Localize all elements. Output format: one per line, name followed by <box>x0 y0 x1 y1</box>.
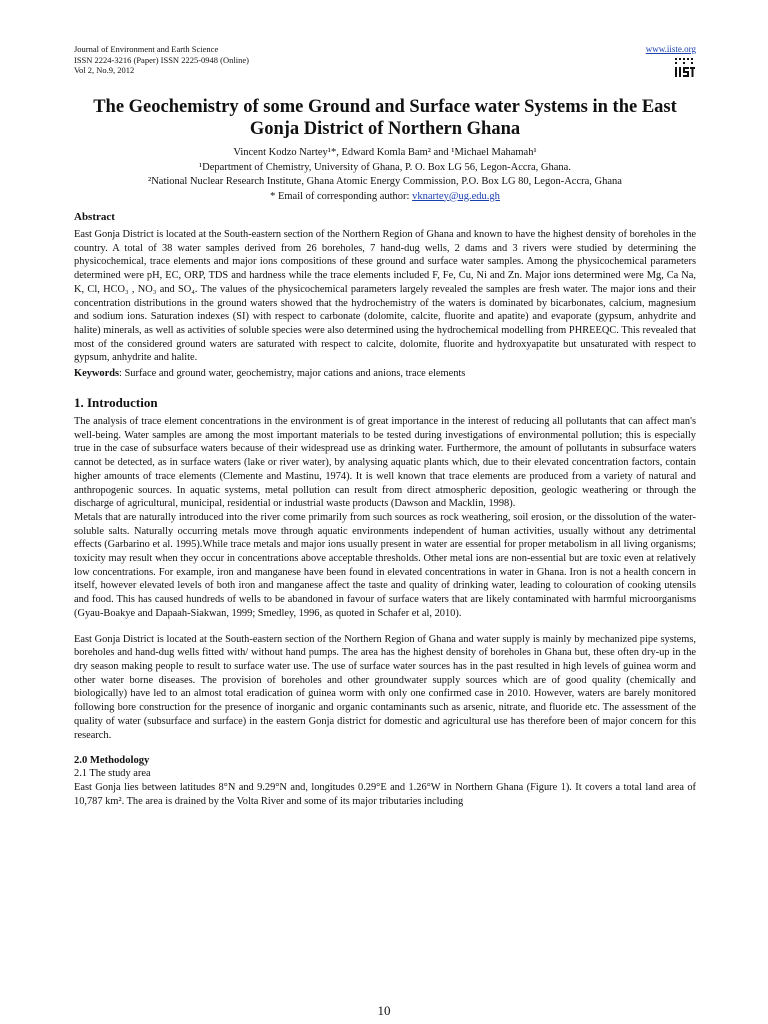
author-list: Vincent Kodzo Nartey¹*, Edward Komla Bam² and ¹Michael Mahamah¹ <box>233 147 537 158</box>
study-area-heading: 2.1 The study area <box>74 768 151 780</box>
intro-paragraph-2: Metals that are naturally introduced into the river come primarily from such sources as rock weathering, soil erosion, or the dissolution of the water-soluble salts. Naturally occurring metals move through aquatic environments independent of human activities, usually without any detrimental effects (Garbarino et al. 1995).While trace metals and major ions usually present in water are essential for proper metabolism in all living organisms; toxicity may result when they occur in concentrations above acceptable thresholds. Other metal ions are non-essential but are toxic even at relatively low concentrations. For example, iron and manganese have been found in elevated concentrations in water in Ghana. Iron is not a health concern in itself, however elevated levels of both iron and manganese affect the taste and quality of drinking water, leading to colouration of cooking utensils and food. This has caused hundreds of wells to be abandoned in favour of surface waters that are likely contaminated with harmful microorganisms (Gyau-Boakye and Dapaah-Siakwan, 1999; Smedley, 1996, as quoted in Schafer et al, 2010). <box>74 511 696 619</box>
journal-volume: Vol 2, No.9, 2012 <box>74 65 135 75</box>
iiste-logo <box>674 58 696 78</box>
intro-paragraph-1: The analysis of trace element concentrations in the environment is of great importance in the interest of reducing all pollutants that can affect man's well-being. Water samples are among the most important materials to be tested during investigations of environmental pollution; this is especially true in the case of subsurface waters because of their widespread use as drinking water. Furthermore, the amount of pollutants in subsurface waters cannot be detected, as in surface waters (lake or river water), by analysing aquatic plants which, due to their elevated concentration factors, contain higher amounts of trace elements (Clemente and Mastinu, 1974). It is well known that trace elements are produced from a variety of natural and anthropogenic sources. In aquatic systems, metal pollution can result from direct atmospheric deposition, geologic weathering or through the discharge of agricultural, municipal, residential or industrial waste products (Dawson and Macklin, 1998). <box>74 416 696 510</box>
page-number: 10 <box>377 1003 391 1018</box>
keywords-line <box>74 367 696 381</box>
journal-info <box>74 44 249 76</box>
abstract-text: East Gonja District is located at the South-eastern section of the Northern Region of Ghana and known to have the highest density of boreholes in the country. A total of 38 water samples derived from 26 boreholes, 7 hand-dug wells, 2 dams and 3 rivers were studied by determining the physicochemical, trace elements and major ions compositions of these ground and surface water samples. Among the physicochemical parameters determined were pH, EC, ORP, TDS and hardness while the trace elements included F, Fe, Cu, Ni and Zn. Major ions determined were Mg, Ca Na, K, Cl, HCO₃ , NO₃ and SO₄. The values of the physicochemical parameters largely revealed the samples are fresh water. The major ions and their concentration distributions in the ground waters showed that the hydrochemistry of the waters is dominated by bicarbonates, calcium, magnesium and sodium ions. Saturation indexes (SI) with respect to carbonate (dolomite, calcite, fluorite and apatite) and evaporate (gypsum, anhydrite and halite) minerals, as well as activities of soluble species were also determined using the hydrochemical modelling from PHREEQC. This revealed that most of the considered ground waters are saturated with respect to calcite, dolomite, fluorite and hydroxyapatite but unsaturated with respect to gypsum, anhydrite and halite. <box>74 229 696 364</box>
page-body <box>74 44 696 809</box>
journal-issn: ISSN 2224-3216 (Paper) ISSN 2225-0948 (Online) <box>74 54 249 65</box>
journal-url-link[interactable]: www.iiste.org <box>645 44 696 54</box>
introduction-heading: 1. Introduction <box>74 395 158 411</box>
methodology-heading: 2.0 Methodology <box>74 755 150 767</box>
journal-header <box>74 44 696 84</box>
corresponding-email-line <box>74 190 696 205</box>
paragraph-gap <box>74 621 696 633</box>
email-label: * Email of corresponding author: <box>270 190 413 202</box>
affiliation-2: ²National Nuclear Research Institute, Ghana Atomic Energy Commission, P.O. Box LG 80, Legon-Accra, Ghana <box>148 176 622 187</box>
keywords-label: Keywords <box>74 368 120 380</box>
study-area-paragraph: East Gonja lies between latitudes 8°N and 9.29°N and, longitudes 0.29°E and 1.26°W in Northern Ghana (Figure 1). It covers a total land area of 10,787 km². The area is drained by the Volta River and some of its major tributaries including <box>74 782 696 807</box>
keywords-text: : Surface and ground water, geochemistry, major cations and anions, trace elements <box>119 368 466 380</box>
email-link[interactable]: vknartey@ug.edu.gh <box>412 190 500 202</box>
abstract-heading: Abstract <box>74 211 115 223</box>
paper-title: The Geochemistry of some Ground and Surface water Systems in the East Gonja District of Northern Ghana <box>93 97 677 139</box>
affiliation-1: ¹Department of Chemistry, University of Ghana, P. O. Box LG 56, Legon-Accra, Ghana. <box>199 161 571 173</box>
intro-paragraph-3: East Gonja District is located at the South-eastern section of the Northern Region of Ghana and water supply is mainly by mechanized pipe systems, boreholes and hand-dug wells fitted with/ without hand pumps. The area has the highest density of boreholes in Ghana but, these often dry-up in the dry season making people to result to surface water use. The use of surface water sources has in the past resulted in high levels of guinea worm and other water borne diseases. The provision of boreholes and other groundwater supply sources which are of good quality (chemically and biologically) have led to an almost total eradication of guinea worm with only one confirmed case in 2010. However, waters are barely monitored following bore construction for the presence of inorganic and organic contaminants such as arsenic, nitrate, and fluoride etc. The assessment of the quality of water (subsurface and surface) in the eastern Gonja district for domestic and agricultural use has therefore been of major concern for this research. <box>74 633 696 741</box>
journal-name: Journal of Environment and Earth Science <box>74 44 219 54</box>
